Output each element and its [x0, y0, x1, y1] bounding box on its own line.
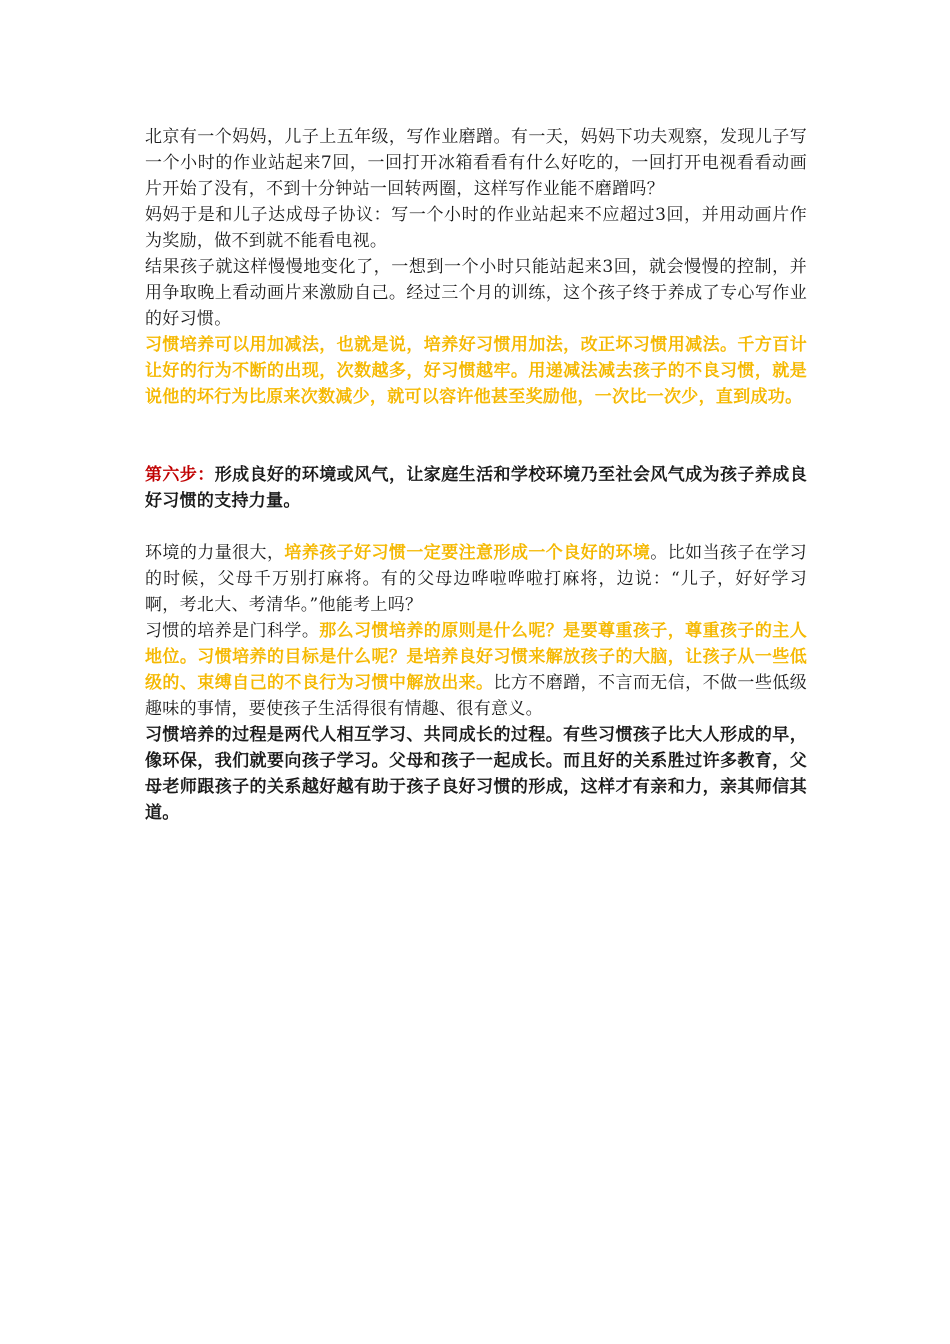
environment-highlight: 培养孩子好习惯一定要注意形成一个良好的环境 [284, 543, 651, 563]
principle-examples: 比方不磨蹭，不言而无信，不做一些低级趣味的事情，要使孩子生活得很有情趣、很有意义。 [145, 673, 807, 719]
addition-subtraction-principle: 习惯培养可以用加减法，也就是说，培养好习惯用加法，改正坏习惯用减法。千方百计让好的行为不断的出现，次数越多，好习惯越牢。用递减法减去孩子的不良习惯，就是说他的坏行为比原来次数减少，就可以容许他甚至奖励他，一次比一次少，直到成功。 [145, 335, 807, 407]
environment-intro: 环境的力量很大， [145, 543, 285, 563]
environment-example: 。比如当孩子在学习的时候，父母千万别打麻将。有的父母边哗啦哗啦打麻将，边说：“儿子，好好学习啊，考北大、考清华。”他能考上吗？ [145, 543, 807, 615]
environment-paragraph-1 [145, 540, 807, 618]
story-paragraph-3: 结果孩子就这样慢慢地变化了，一想到一个小时只能站起来3回，就会慢慢的控制，并用争取晚上看动画片来激励自己。经过三个月的训练，这个孩子终于养成了专心写作业的好习惯。 [145, 257, 807, 329]
story-paragraph-2: 妈妈于是和儿子达成母子协议：写一个小时的作业站起来不应超过3回，并用动画片作为奖励，做不到就不能看电视。 [145, 205, 807, 251]
principle-highlight: 那么习惯培养的原则是什么呢？是要尊重孩子，尊重孩子的主人地位。习惯培养的目标是什么呢？是培养良好习惯来解放孩子的大脑，让孩子从一些低级的、束缚自己的不良行为习惯中解放出来。 [145, 621, 808, 693]
environment-paragraph-2 [145, 618, 807, 722]
step-six-title: 形成良好的环境或风气，让家庭生活和学校环境乃至社会风气成为孩子养成良好习惯的支持力量。 [145, 465, 807, 511]
document-page [145, 124, 807, 826]
environment-section [145, 540, 807, 826]
science-intro: 习惯的培养是门科学。 [145, 621, 320, 641]
story-paragraph-1: 北京有一个妈妈，儿子上五年级，写作业磨蹭。有一天，妈妈下功夫观察，发现儿子写一个小时的作业站起来7回，一回打开冰箱看看有什么好吃的，一回打开电视看看动画片开始了没有，不到十分钟站一回转两圈，这样写作业能不磨蹭吗？ [145, 127, 807, 199]
step-six-label: 第六步： [145, 465, 215, 485]
growth-together-paragraph: 习惯培养的过程是两代人相互学习、共同成长的过程。有些习惯孩子比大人形成的早，像环保，我们就要向孩子学习。父母和孩子一起成长。而且好的关系胜过许多教育，父母老师跟孩子的关系越好越有助于孩子良好习惯的形成，这样才有亲和力，亲其师信其道。 [145, 725, 807, 823]
step-six-heading [145, 462, 807, 514]
